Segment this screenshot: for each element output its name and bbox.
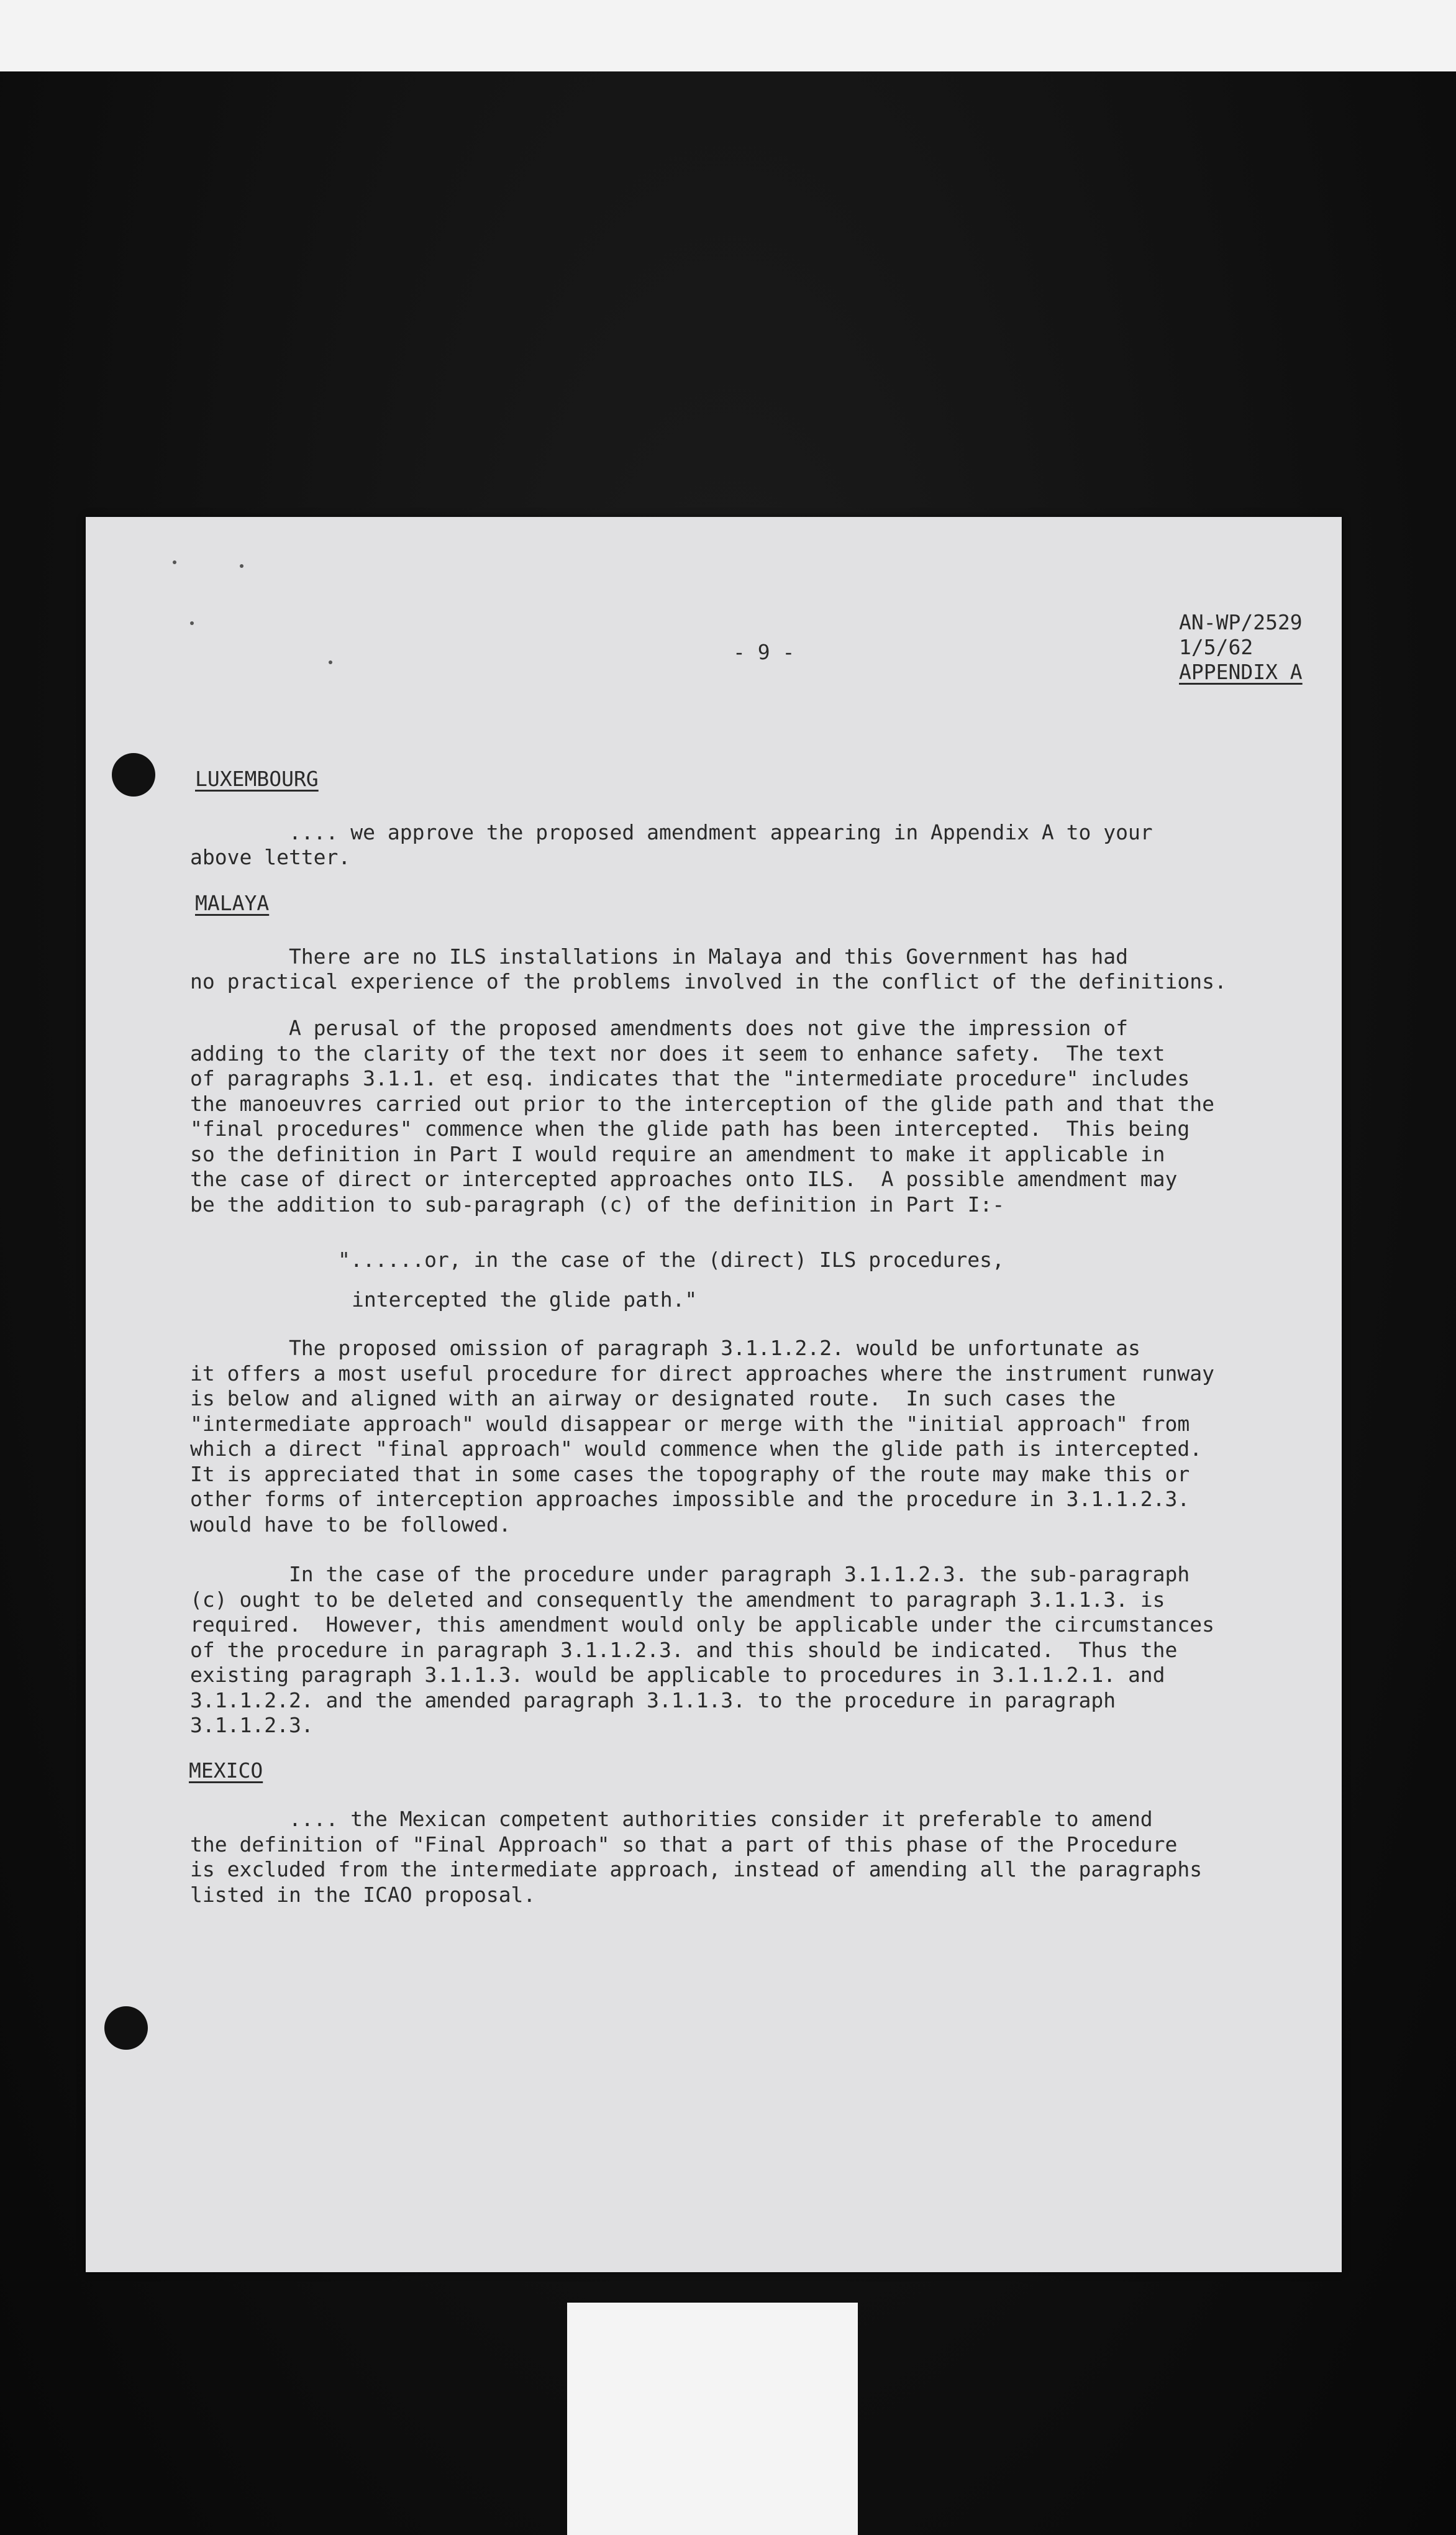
malaya-para4-line5: existing paragraph 3.1.1.3. would be applicable to procedures in 3.1.1.2.1. and <box>190 1663 1165 1687</box>
mexico-para1-line4: listed in the ICAO proposal. <box>190 1882 536 1907</box>
doc-reference: AN-WP/2529 <box>1179 610 1303 634</box>
malaya-para2-line2: adding to the clarity of the text nor does it seem to enhance safety. The text <box>190 1041 1165 1066</box>
doc-date: 1/5/62 <box>1179 635 1254 659</box>
film-tab-card <box>567 2303 858 2535</box>
malaya-para3-line3: is below and aligned with an airway or designated route. In such cases the <box>190 1386 1116 1410</box>
malaya-para2-line4: the manoeuvres carried out prior to the interception of the glide path and that the <box>190 1091 1215 1116</box>
mexico-para1-line1: .... the Mexican competent authorities consider it preferable to amend <box>190 1807 1153 1831</box>
malaya-para2-line3: of paragraphs 3.1.1. et esq. indicates that the "intermediate procedure" includes <box>190 1066 1190 1090</box>
film-top-band <box>0 0 1456 71</box>
heading-mexico: MEXICO <box>189 1758 263 1783</box>
malaya-para2-line8: be the addition to sub-paragraph (c) of the definition in Part I:- <box>190 1192 1005 1217</box>
malaya-para3-line8: would have to be followed. <box>190 1512 511 1537</box>
malaya-quote-line2: intercepted the glide path." <box>352 1287 698 1312</box>
malaya-para4-line3: required. However, this amendment would only be applicable under the circumstances <box>190 1612 1215 1637</box>
malaya-para1-line2: no practical experience of the problems involved in the conflict of the definitions. <box>190 969 1227 993</box>
dust-speck <box>190 621 194 625</box>
malaya-para3-line2: it offers a most useful procedure for direct approaches where the instrument runway <box>190 1361 1215 1386</box>
appendix-label: APPENDIX A <box>1179 660 1303 684</box>
malaya-para2-line7: the case of direct or intercepted approaches onto ILS. A possible amendment may <box>190 1167 1178 1191</box>
heading-luxembourg: LUXEMBOURG <box>195 767 319 791</box>
mexico-para1-line3: is excluded from the intermediate approach, instead of amending all the paragraphs <box>190 1857 1203 1881</box>
mexico-para1 <box>190 1807 1202 1907</box>
malaya-para4 <box>190 1562 1214 1738</box>
malaya-para2 <box>190 1016 1214 1217</box>
malaya-para4-line1: In the case of the procedure under paragraph 3.1.1.2.3. the sub-paragraph <box>190 1562 1190 1586</box>
malaya-para2-line6: so the definition in Part I would require an amendment to make it applicable in <box>190 1141 1165 1166</box>
malaya-para3-line6: It is appreciated that in some cases the topography of the route may make this or <box>190 1461 1190 1486</box>
heading-malaya: MALAYA <box>195 891 270 915</box>
malaya-para3-line5: which a direct "final approach" would commence when the glide path is intercepted. <box>190 1436 1203 1461</box>
dust-speck <box>240 564 243 568</box>
luxembourg-para1-line1: .... we approve the proposed amendment appearing in Appendix A to your <box>190 820 1153 844</box>
malaya-para3-line4: "intermediate approach" would disappear or merge with the "initial approach" from <box>190 1411 1190 1436</box>
malaya-para3 <box>190 1336 1214 1537</box>
dust-speck <box>173 560 176 564</box>
dust-speck <box>329 660 332 664</box>
malaya-para4-line7: 3.1.1.2.3. <box>190 1713 314 1737</box>
punch-hole-bottom <box>104 2006 148 2050</box>
malaya-para2-line5: "final procedures" commence when the glide path has been intercepted. This being <box>190 1117 1190 1141</box>
malaya-para4-line6: 3.1.1.2.2. and the amended paragraph 3.1.1.3. to the procedure in paragraph <box>190 1688 1116 1712</box>
malaya-para2-line1: A perusal of the proposed amendments does not give the impression of <box>190 1016 1128 1040</box>
malaya-para3-line1: The proposed omission of paragraph 3.1.1.2.2. would be unfortunate as <box>190 1336 1140 1360</box>
malaya-quote-line1: "......or, in the case of the (direct) ILS procedures, <box>338 1248 1004 1272</box>
mexico-para1-line2: the definition of "Final Approach" so that a part of this phase of the Procedure <box>190 1832 1178 1857</box>
malaya-para4-line2: (c) ought to be deleted and consequently the amendment to paragraph 3.1.1.3. is <box>190 1587 1165 1612</box>
luxembourg-para1-line2: above letter. <box>190 845 351 869</box>
malaya-para1-line1: There are no ILS installations in Malaya and this Government has had <box>190 944 1128 969</box>
punch-hole-top <box>112 753 155 797</box>
document-page <box>86 517 1342 2272</box>
malaya-para3-line7: other forms of interception approaches impossible and the procedure in 3.1.1.2.3. <box>190 1487 1190 1511</box>
malaya-para4-line4: of the procedure in paragraph 3.1.1.2.3. and this should be indicated. Thus the <box>190 1637 1178 1662</box>
page-number: - 9 - <box>733 640 795 664</box>
